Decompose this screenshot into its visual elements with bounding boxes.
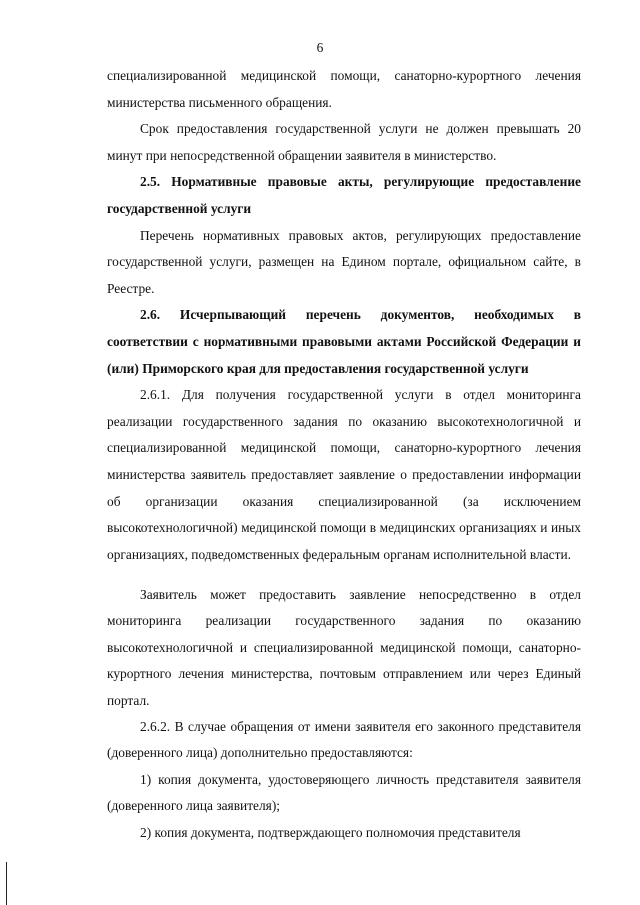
paragraph: Срок предоставления государственной услуги не должен превышать 20 минут при непосредственной обращении заявителя в министерство. — [107, 121, 581, 163]
paragraph: Заявитель может предоставить заявление непосредственно в отдел мониторинга реализации государственного задания по оказанию высокотехнологичной и специализированной медицинской помощи, санаторно-курортного лечения министерства, почтовым отправлением или через Единый портал. — [107, 587, 581, 708]
page-number: 6 — [316, 40, 324, 55]
document-body-lower — [107, 582, 581, 846]
section-heading-2-6: 2.6. Исчерпывающий перечень документов, необходимых в соответствии с нормативными правовыми актами Российской Федерации и (или) Приморского края для предоставления государственной услуги — [107, 307, 581, 376]
paragraph: 2.6.1. Для получения государственной услуги в отдел мониторинга реализации государственного задания по оказанию высокотехнологичной и специализированной медицинской помощи, санаторно-курортного лечения министерства заявитель предоставляет заявление о предоставлении информации об организации оказания специализированной (за исключением высокотехнологичной) медицинской помощи в медицинских организациях и иных организациях, подведомственных федеральным органам исполнительной власти. — [107, 387, 581, 562]
paragraph: Перечень нормативных правовых актов, регулирующих предоставление государственной услуги, размещен на Едином портале, официальном сайте, в Реестре. — [107, 227, 581, 296]
document-body-upper — [107, 63, 581, 568]
paragraph: 2.6.2. В случае обращения от имени заявителя его законного представителя (доверенного лица) дополнительно предоставляются: — [107, 719, 581, 761]
list-item: 1) копия документа, удостоверяющего личность представителя заявителя (доверенного лица заявителя); — [107, 771, 581, 814]
paragraph: специализированной медицинской помощи, санаторно-курортного лечения министерства письменного обращения. — [107, 68, 581, 110]
scan-edge-line — [6, 862, 7, 905]
list-item: 2) копия документа, подтверждающего полномочия представителя — [140, 824, 521, 840]
section-heading-2-5: 2.5. Нормативные правовые акты, регулирующие предоставление государственной услуги — [107, 174, 581, 216]
